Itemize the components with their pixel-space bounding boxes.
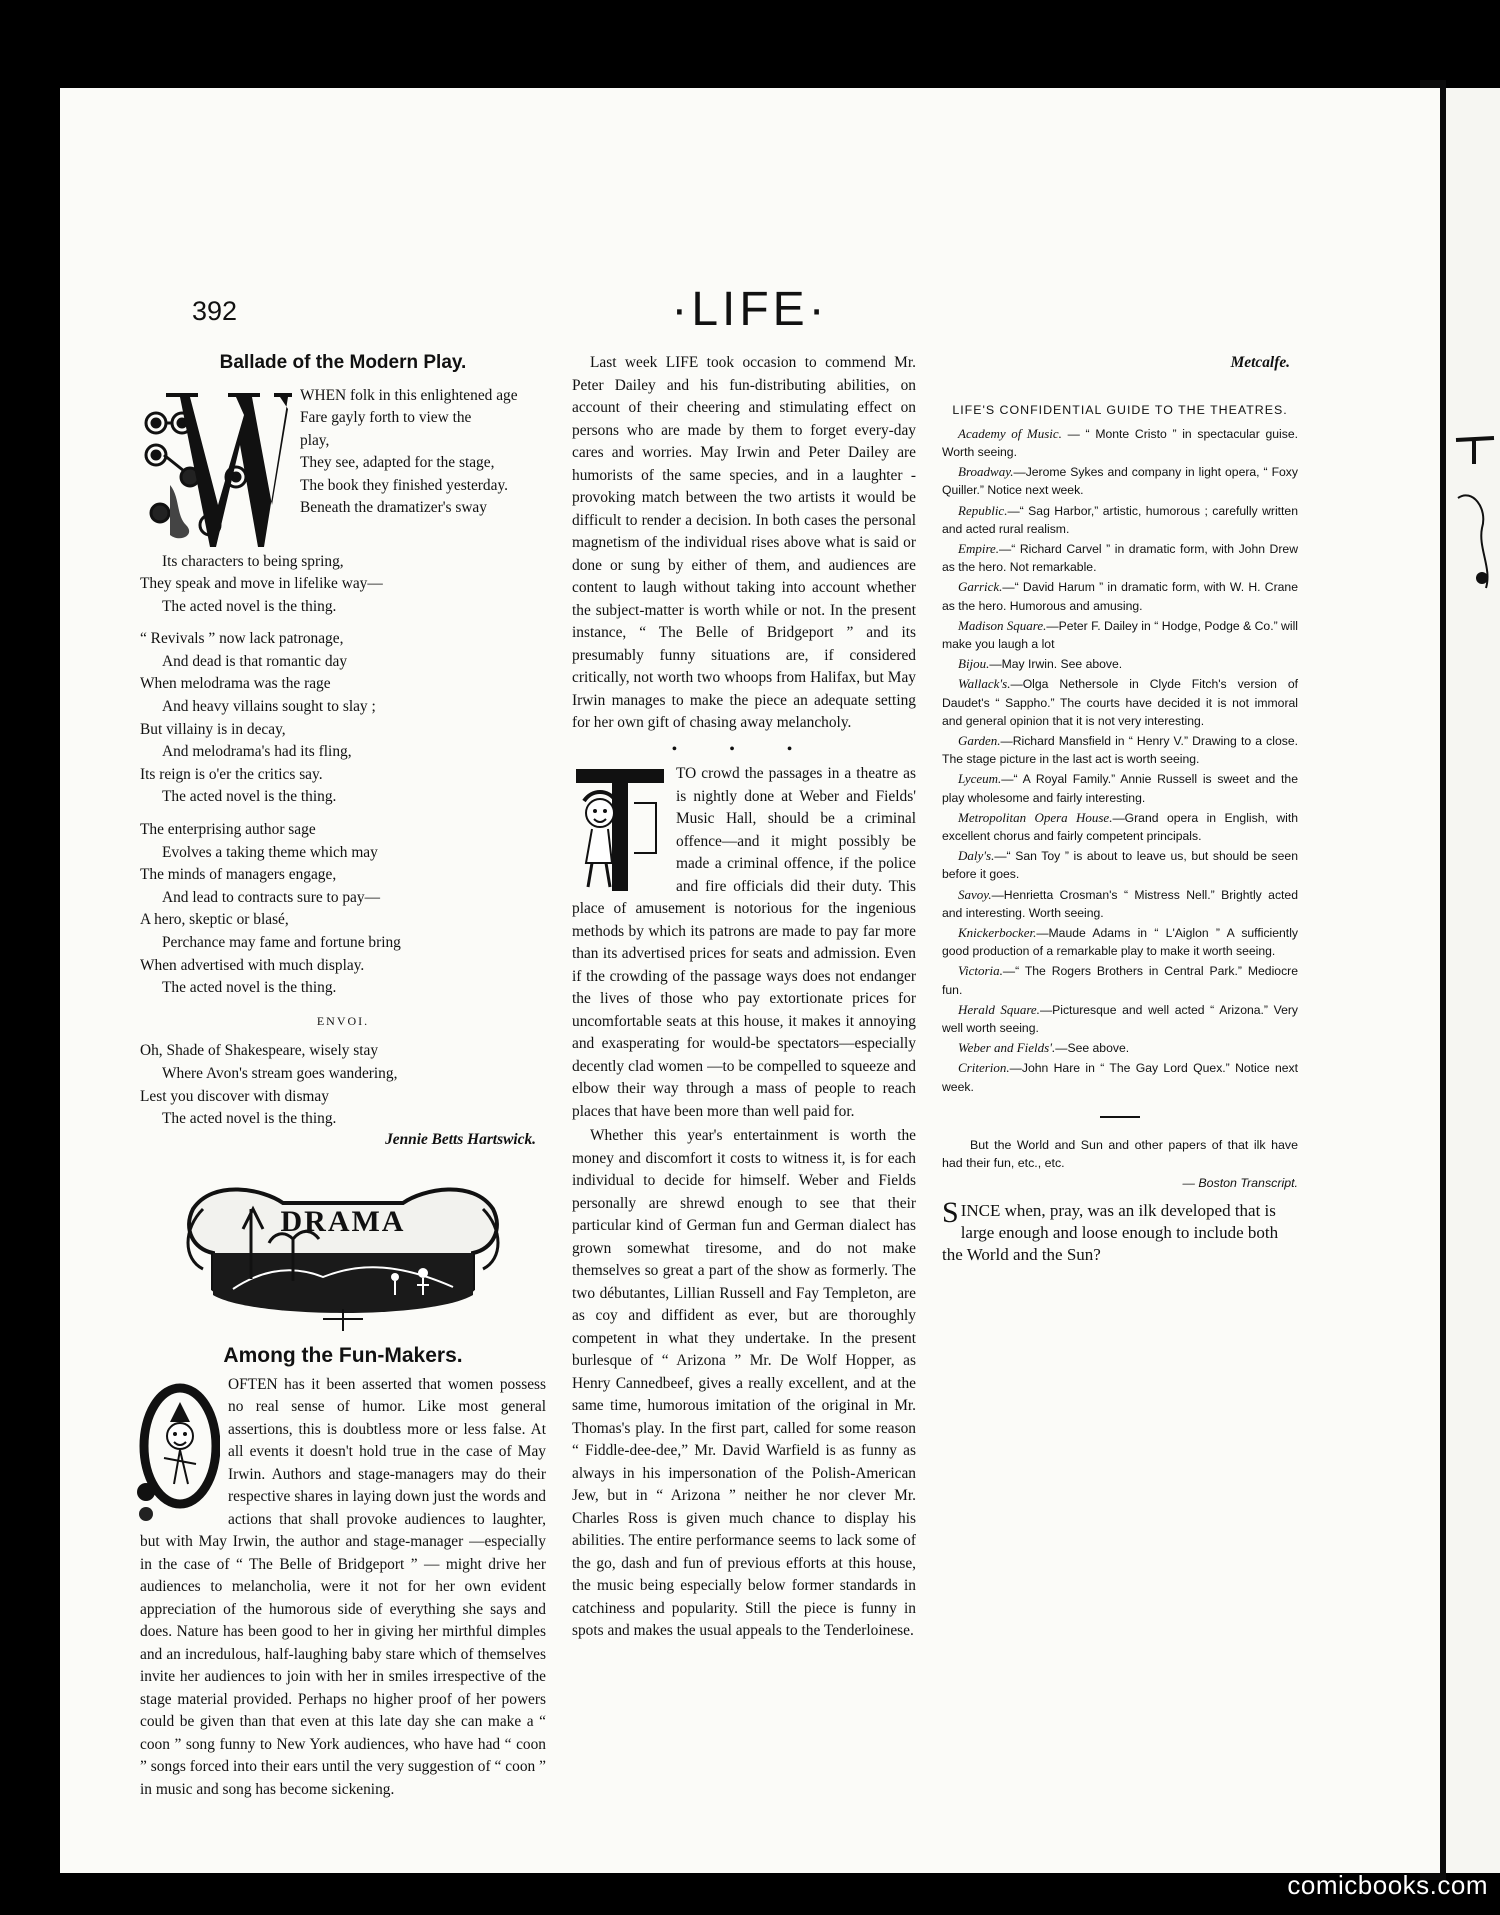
- poem-line: Where Avon's stream goes wandering,: [162, 1064, 398, 1082]
- poem-line: The minds of managers engage,: [140, 866, 337, 884]
- drama-banner-illustration: [173, 1169, 513, 1339]
- theatre-venue: Garden.: [958, 732, 1001, 748]
- fun-signature: Metcalfe.: [1230, 354, 1290, 371]
- theatre-review-text: —May Irwin. See above.: [989, 657, 1123, 672]
- column-3: [942, 352, 1298, 1266]
- theatre-venue: Bijou.: [958, 656, 990, 672]
- facing-page-edge: [1446, 88, 1500, 1873]
- poem-line: The enterprising author sage: [140, 821, 316, 839]
- decorated-initial-w-icon: [140, 385, 292, 551]
- theatre-venue: Wallack's.: [958, 676, 1011, 692]
- theatre-guide-entry: [942, 578, 1298, 614]
- theatre-guide-entry: [942, 655, 1298, 673]
- poem-line: The acted novel is the thing.: [162, 1110, 337, 1128]
- theatre-venue: Garrick.: [958, 579, 1003, 595]
- ballade-stanza-1: [140, 385, 546, 619]
- theatre-venue: Daly's.: [958, 848, 995, 864]
- ballade-title: Ballade of the Modern Play.: [219, 352, 467, 373]
- ballade-stanza-2: [140, 628, 546, 809]
- theatre-venue: Broadway.: [958, 464, 1014, 480]
- ballade-author: Jennie Betts Hartswick.: [385, 1130, 536, 1148]
- theatre-guide-entry: [942, 1001, 1298, 1037]
- theatre-venue: Academy of Music.: [958, 425, 1062, 441]
- poem-line: The book they finished yesterday.: [300, 476, 508, 494]
- poem-line: But villainy is in decay,: [140, 720, 286, 738]
- theatre-guide-title: LIFE'S CONFIDENTIAL GUIDE TO THE THEATRES.: [952, 402, 1288, 417]
- poem-line: The acted novel is the thing.: [162, 597, 337, 615]
- ballade-poem: [140, 385, 546, 1152]
- since-initial: S: [942, 1196, 959, 1230]
- theatre-guide-entry: [942, 962, 1298, 998]
- theatre-review-text: —John Hare in “ The Gay Lord Quex.” Notice next week.: [942, 1061, 1298, 1094]
- theatre-venue: Republic.: [958, 502, 1008, 518]
- theatre-guide-entry: [942, 617, 1298, 653]
- theatre-venue: Lyceum.: [958, 771, 1002, 787]
- theatre-guide-entry: [942, 463, 1298, 499]
- fun-paragraph-3: TO crowd the passages in a theatre as is nightly done at Weber and Fields' Music Hall, should be a criminal offence—and it might possibly be made a criminal offence, if the police and fire officials did their duty. This place of amusement is notorious for the ingenious methods by which its patrons are made to pay far more than its advertised prices for seats and admission. Even if the crowding of the passage ways does not endanger the lives of those who pay extortionate prices for uncomfortable seats at this house, it makes it annoying and exasperating for would-be spectators—especially decently clad women —to be compelled to squeeze and elbow their way through a mass of people to reach places that have been more than well paid for.: [572, 765, 916, 1120]
- theatre-venue: Weber and Fields'.: [958, 1040, 1056, 1056]
- theatre-guide-entry: [942, 502, 1298, 538]
- fun-paragraph-1: OFTEN has it been asserted that women possess no real sense of humor. Like most general assertions, this is doubtless more or less false. At all events it doesn't hold true in the case of May Irwin. Authors and stage-managers may do their respective shares in laying down just the words and actions that shall provoke audiences to laughter, but with May Irwin, the author and stage-manager —especially in the case of “ The Belle of Bridgeport ” — might drive her audiences to melancholia, were it not for her own evident appreciation of the humorous side of everything she says and does. Nature has been good to her in giving her mirthful dimples and an incredulous, half-laughing baby stare which of themselves invite her audiences to join with her in smiles irrespective of the stage material provided. Perhaps no higher proof of her powers could be given than that even at this late day she can make a “ coon ” song funny to New York audiences, who have had “ coon ” songs forced into their ears until the very suggestion of “ coon ” in music and song has become sickening.: [140, 1375, 546, 1798]
- theatre-guide-entry: [942, 732, 1298, 768]
- since-text: INCE when, pray, was an ilk developed that is large enough and loose enough to include both the World and the Sun?: [942, 1201, 1279, 1265]
- theatre-review-text: — “ Monte Cristo ” in spectacular guise. Worth seeing.: [942, 426, 1298, 459]
- theatre-review-text: —Grand opera in English, with excellent chorus and fairly competent principals.: [942, 810, 1299, 843]
- source-watermark: comicbooks.com: [1287, 1870, 1488, 1900]
- section-rule: [1100, 1116, 1140, 1118]
- theatre-review-text: —Maude Adams in “ L'Aiglon ” A sufficiently good production of a remarkable play to make it worth seeing.: [942, 925, 1298, 959]
- poem-line: When melodrama was the rage: [140, 675, 331, 693]
- poem-line: Beneath the dramatizer's sway: [300, 499, 487, 517]
- poem-line: They see, adapted for the stage,: [300, 454, 495, 472]
- decorated-initial-o-icon: [134, 1374, 220, 1530]
- poem-line: When advertised with much display.: [140, 956, 365, 974]
- section-dots: • • •: [671, 740, 817, 758]
- column-2: [572, 352, 916, 1643]
- poem-line: play,: [300, 431, 330, 449]
- poem-line: The acted novel is the thing.: [162, 788, 337, 806]
- poem-line: “ Revivals ” now lack patronage,: [140, 630, 344, 648]
- poem-line: Its characters to being spring,: [162, 552, 344, 570]
- theatre-guide-entry: [942, 809, 1298, 845]
- poem-line: And dead is that romantic day: [162, 652, 348, 670]
- theatre-venue: Herald Square.: [958, 1001, 1040, 1017]
- drama-banner-label: DRAMA: [280, 1205, 406, 1239]
- theatre-review-text: —Henrietta Crosman's “ Mistress Nell.” Brightly acted and interesting. Worth seeing.: [942, 887, 1298, 920]
- theatre-review-text: —Olga Nethersole in Clyde Fitch's version of Daudet's “ Sappho.” The courts have decided it is not immoral and general opinion that it is not very interesting.: [942, 677, 1298, 728]
- theatre-guide-entry: [942, 770, 1298, 806]
- poem-line: A hero, skeptic or blasé,: [140, 911, 289, 929]
- since-paragraph: [942, 1196, 1298, 1266]
- poem-line: Its reign is o'er the critics say.: [140, 765, 323, 783]
- theatre-review-text: —Richard Mansfield in “ Henry V.” Drawing to a close. The stage picture in the last act is worth seeing.: [942, 733, 1298, 767]
- theatre-venue: Savoy.: [958, 886, 992, 902]
- poem-line: Oh, Shade of Shakespeare, wisely stay: [140, 1042, 379, 1060]
- theatre-guide-entry: [942, 924, 1298, 960]
- poem-line: And heavy villains sought to slay ;: [162, 698, 376, 716]
- theatre-review-text: —Peter F. Dailey in “ Hodge, Podge & Co.” will make you laugh a lot: [942, 618, 1298, 651]
- theatre-guide-entry: [942, 886, 1298, 922]
- theatre-venue: Knickerbocker.: [958, 924, 1037, 940]
- theatre-review-text: —“ A Royal Family.” Annie Russell is sweet and the play wholesome and fairly interesting.: [942, 772, 1298, 805]
- quoted-item: But the World and Sun and other papers of that ilk have had their fun, etc., etc.: [942, 1137, 1298, 1170]
- poem-line: They speak and move in lifelike way—: [140, 575, 383, 593]
- facing-page-letter-fragment: [1452, 428, 1498, 608]
- theatre-guide-entry: [942, 1059, 1298, 1095]
- poem-line: And lead to contracts sure to pay—: [162, 888, 380, 906]
- poem-line: The acted novel is the thing.: [162, 979, 337, 997]
- theatre-review-text: —“ San Toy ” is about to leave us, but should be seen before it goes.: [942, 849, 1298, 882]
- theatre-venue: Victoria.: [958, 963, 1003, 979]
- ballade-envoi: [140, 1040, 546, 1130]
- fun-paragraph-4: Whether this year's entertainment is worth the money and discomfort it costs to witness it, is for each individual to decide for himself. Weber and Fields personally are shrewd enough to see that their particular kind of German fun and German dialect has grown somewhat tiresome, and do not make themselves so great a part of the show as formerly. The two débutantes, Lillian Russell and Fay Templeton, are as coy and diffident as ever, but are thoroughly competent in what they undertake. In the present burlesque of “ Arizona ” Mr. De Wolf Hopper, as Henry Cannedbeef, gives a really excellent, and at the same time, humorous imitation of the original in Mr. Thomas's play. In the first part, called for some reason “ Fiddle-dee-dee,” Mr. David Warfield is as funny as always in his impersonation of the Polish-American Jew, but in “ Arizona ” neither he nor clever Mr. Charles Ross is given much chance to display his abilities. The entire performance seems to lack some of the go, dash and fun of previous efforts at this house, the music being especially below former standards in catchiness and popularity. Still the piece is funny in spots and makes the usual appeals to the Tenderloinese.: [572, 1127, 916, 1639]
- poem-line: Lest you discover with dismay: [140, 1087, 329, 1105]
- theatre-venue: Empire.: [958, 540, 1000, 556]
- theatre-venue: Metropolitan Opera House.: [958, 809, 1113, 825]
- quote-source: — Boston Transcript.: [1182, 1175, 1298, 1190]
- theatre-review-text: —“ David Harum ” in dramatic form, with W. H. Crane as the hero. Humorous and amusing.: [942, 580, 1298, 613]
- masthead-life: ·LIFE·: [671, 283, 829, 336]
- decorated-initial-t-icon: [572, 763, 668, 897]
- theatre-guide-entry: [942, 425, 1298, 461]
- poem-line: WHEN folk in this enlightened age: [300, 386, 518, 404]
- theatre-review-text: —“ The Rogers Brothers in Central Park.” Mediocre fun.: [942, 964, 1298, 997]
- among-the-fun-makers-title: Among the Fun-Makers.: [223, 1344, 463, 1368]
- poem-line: Fare gayly forth to view the: [300, 409, 472, 427]
- theatre-review-text: —Jerome Sykes and company in light opera, “ Foxy Quiller.” Notice next week.: [942, 465, 1298, 498]
- fun-paragraph-2: Last week LIFE took occasion to commend Mr. Peter Dailey and his fun-distributing abilities, on account of their cheering and stimulating effect on persons who are made by them to forget every-day cares and worries. May Irwin and Peter Dailey are humorists of the same species, and in a laughter - provoking match between the two artists it would be difficult to render a decision. In both cases the personal magnetism of the individual rises above what is said or done or sung by either of them, and audiences are content to laugh without taking into account whether the subject-matter is worth while or not. In the present instance, “ The Belle of Bridgeport ” and its presumably funny situations are, if considered critically, not worth two whoops from Halifax, but May Irwin manages to make the piece an adequate setting for her own gift of chasing away melancholy.: [572, 354, 916, 731]
- theatre-review-text: —“ Sag Harbor,” artistic, humorous ; carefully written and acted rural realism.: [942, 503, 1298, 536]
- column-1: [140, 352, 546, 1801]
- theatre-guide-entry: [942, 1039, 1298, 1057]
- theatre-venue: Criterion.: [958, 1060, 1010, 1076]
- poem-line: Perchance may fame and fortune bring: [162, 934, 401, 951]
- poem-line: And melodrama's had its fling,: [162, 743, 352, 761]
- theatre-guide-entries: [942, 425, 1298, 1096]
- theatre-guide-entry: [942, 675, 1298, 730]
- theatre-review-text: —Picturesque and well acted “ Arizona.” Very well worth seeing.: [942, 1002, 1298, 1035]
- theatre-guide-entry: [942, 540, 1298, 576]
- page-number: 392: [192, 296, 238, 326]
- poem-line: Evolves a taking theme which may: [162, 843, 378, 861]
- theatre-guide: [942, 401, 1298, 1096]
- theatre-guide-entry: [942, 847, 1298, 883]
- envoi-heading: ENVOI.: [316, 1013, 370, 1028]
- theatre-review-text: —“ Richard Carvel ” in dramatic form, with John Drew as the hero. Not remarkable.: [942, 541, 1298, 575]
- theatre-review-text: —See above.: [1055, 1041, 1130, 1056]
- theatre-venue: Madison Square.: [958, 617, 1047, 633]
- ballade-stanza-3: [140, 819, 546, 1000]
